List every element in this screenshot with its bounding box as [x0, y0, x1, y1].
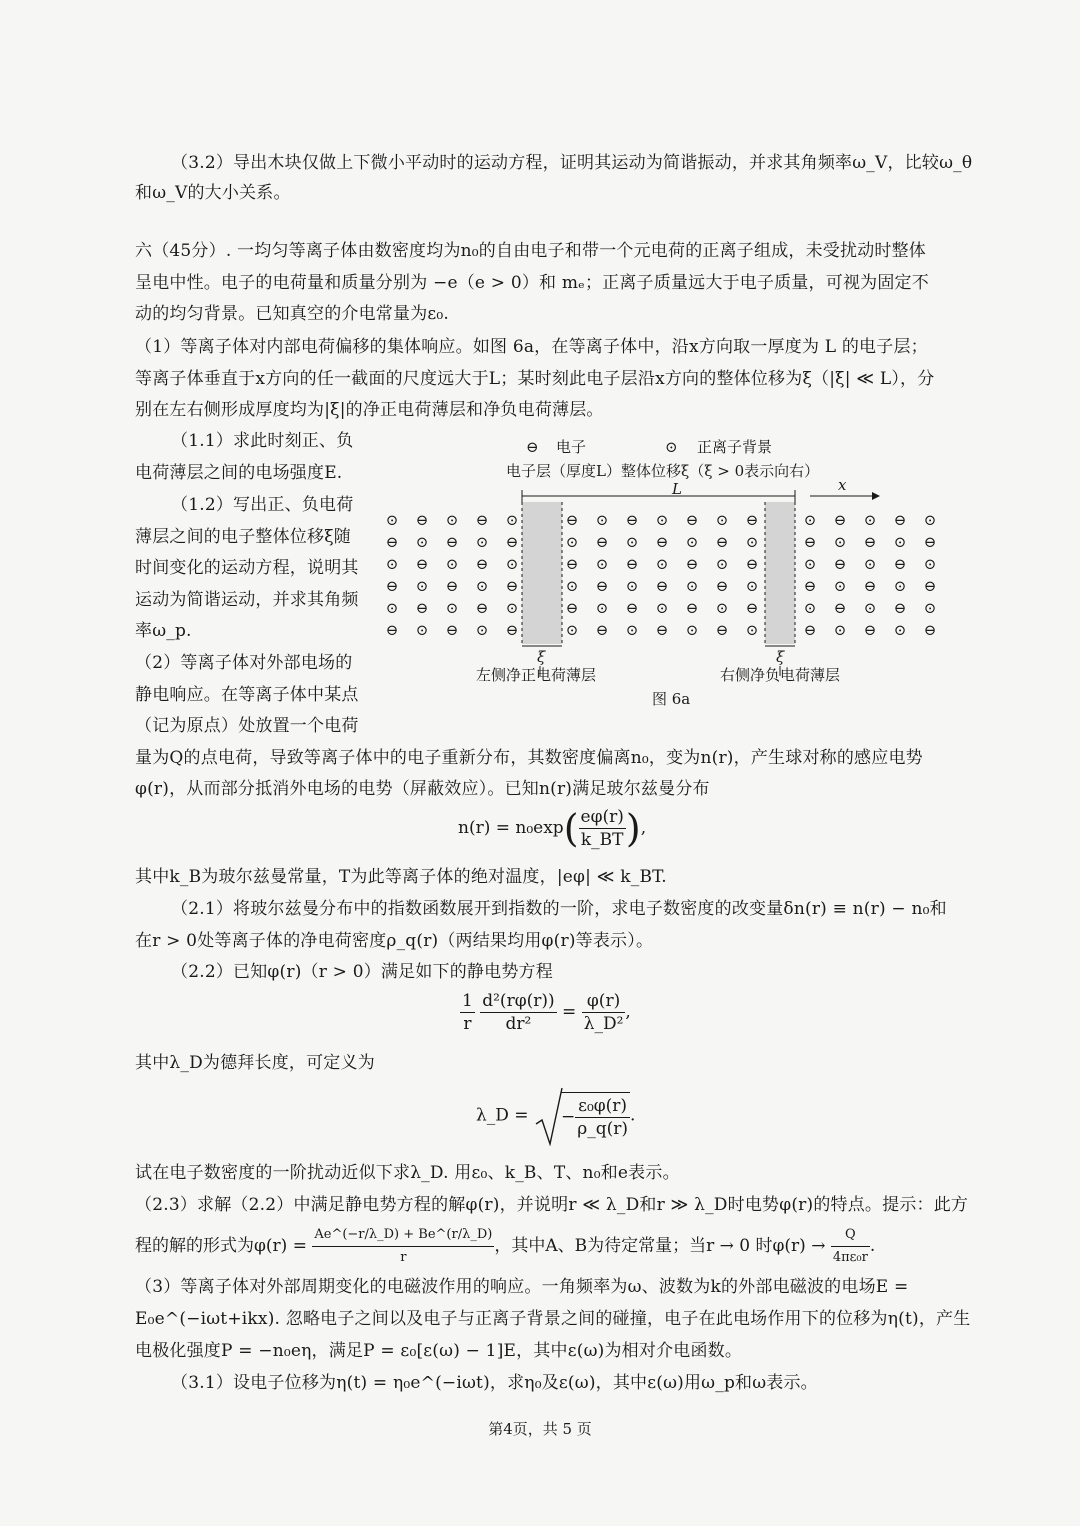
particle-icon: ⊙ [505, 599, 519, 617]
text-line: 动的均匀背景。已知真空的介电常量为ε₀. [135, 304, 450, 324]
particle-icon: ⊙ [415, 533, 429, 551]
particle-icon: ⊙ [625, 577, 639, 595]
L-label: L [672, 480, 682, 498]
particle-icon: ⊖ [833, 599, 847, 617]
particle-icon: ⊙ [475, 577, 489, 595]
particle-icon: ⊙ [565, 533, 579, 551]
particle-icon: ⊖ [505, 621, 519, 639]
particle-icon: ⊖ [745, 599, 759, 617]
particle-grid [386, 511, 937, 639]
particle-icon: ⊙ [445, 555, 459, 573]
particle-icon: ⊖ [923, 621, 937, 639]
particle-icon: ⊙ [863, 599, 877, 617]
particle-icon: ⊖ [655, 621, 669, 639]
particle-icon: ⊖ [893, 599, 907, 617]
particle-icon: ⊖ [625, 599, 639, 617]
particle-icon: ⊙ [565, 621, 579, 639]
text-line: （2.2）已知φ(r)（r > 0）满足如下的静电势方程 [171, 962, 553, 982]
negative-sheet [765, 502, 795, 644]
particle-icon: ⊙ [475, 533, 489, 551]
particle-icon: ⊖ [505, 577, 519, 595]
particle-icon: ⊖ [415, 599, 429, 617]
particle-icon: ⊖ [445, 533, 459, 551]
particle-icon: ⊖ [595, 533, 609, 551]
text-line: 时间变化的运动方程，说明其 [135, 558, 359, 578]
text-line: 运动为简谐运动，并求其角频 [135, 590, 359, 610]
particle-icon: ⊖ [745, 555, 759, 573]
particle-icon: ⊖ [565, 555, 579, 573]
particle-icon: ⊖ [803, 621, 817, 639]
particle-icon: ⊙ [445, 599, 459, 617]
x-axis-arrowhead [872, 492, 880, 500]
particle-icon: ⊖ [475, 555, 489, 573]
x-axis-label: x [838, 476, 847, 494]
boltzmann-equation: n(r) = n₀exp( $\frac{e\varphi(r)}{k\_BT}$ ), [458, 806, 647, 851]
particle-icon: ⊙ [745, 577, 759, 595]
particle-icon: ⊙ [833, 577, 847, 595]
particle-icon: ⊙ [505, 511, 519, 529]
particle-icon: ⊖ [833, 511, 847, 529]
text-line: 静电响应。在等离子体中某点 [135, 685, 359, 705]
text-line: φ(r)，从而部分抵消外电场的电势（屏蔽效应）。已知n(r)满足玻尔兹曼分布 [135, 779, 710, 799]
text-line: 别在左右侧形成厚度均为|ξ|的净正电荷薄层和净负电荷薄层。 [135, 400, 604, 420]
particle-icon: ⊙ [505, 555, 519, 573]
text-line: 率ω_p. [135, 621, 192, 641]
particle-icon: ⊖ [685, 555, 699, 573]
particle-icon: ⊖ [595, 621, 609, 639]
xi-label-right: ξ [776, 648, 785, 666]
particle-icon: ⊙ [415, 621, 429, 639]
particle-icon: ⊙ [863, 555, 877, 573]
particle-icon: ⊙ [595, 511, 609, 529]
particle-icon: ⊙ [385, 599, 399, 617]
text-line: 其中k_B为玻尔兹曼常量，T为此等离子体的绝对温度，|eφ| ≪ k_BT. [135, 867, 667, 887]
text-line: 在r > 0处等离子体的净电荷密度ρ_q(r)（两结果均用φ(r)等表示）。 [135, 931, 654, 951]
particle-icon: ⊙ [595, 555, 609, 573]
positive-sheet [522, 502, 562, 644]
figure-caption: 图 6a [652, 690, 691, 708]
text-line: 等离子体垂直于x方向的任一截面的尺度远大于L；某时刻此电子层沿x方向的整体位移为ξ（|ξ| ≪ L），分 [135, 369, 935, 389]
particle-icon: ⊖ [833, 555, 847, 573]
particle-icon: ⊖ [655, 577, 669, 595]
particle-icon: ⊖ [893, 555, 907, 573]
particle-icon: ⊙ [655, 511, 669, 529]
particle-icon: ⊙ [415, 577, 429, 595]
particle-icon: ⊙ [685, 621, 699, 639]
figure-6a [380, 430, 950, 715]
particle-icon: ⊙ [655, 599, 669, 617]
particle-icon: ⊙ [863, 511, 877, 529]
particle-icon: ⊖ [863, 577, 877, 595]
text-line: （记为原点）处放置一个电荷 [135, 716, 359, 736]
particle-icon: ⊙ [385, 511, 399, 529]
particle-icon: ⊙ [715, 555, 729, 573]
particle-icon: ⊙ [833, 621, 847, 639]
poisson-equation: $\frac{1}{r}$ $\frac{\text{d²(rφ(r))}}{\text{dr²}}$ = $\frac{\varphi(r)}{\text{λ\_D²}}$ , [462, 991, 631, 1034]
particle-icon: ⊖ [715, 533, 729, 551]
text-line: （2.1）将玻尔兹曼分布中的指数函数展开到指数的一阶，求电子数密度的改变量δn(r) ≡ n(r) − n₀和 [171, 899, 947, 919]
particle-icon: ⊙ [655, 555, 669, 573]
particle-icon: ⊖ [745, 511, 759, 529]
particle-icon: ⊖ [475, 511, 489, 529]
legend-electron-icon: ⊖ [526, 438, 539, 456]
particle-icon: ⊙ [475, 621, 489, 639]
particle-icon: ⊙ [803, 511, 817, 529]
particle-icon: ⊙ [715, 511, 729, 529]
xi-label-left: ξ [537, 648, 546, 666]
layer-label: 电子层（厚度L）整体位移ξ（ξ > 0表示向右） [506, 462, 820, 480]
particle-icon: ⊖ [385, 533, 399, 551]
text-line: 其中λ_D为德拜长度，可定义为 [135, 1053, 375, 1073]
debye-equation: λ_D = − $\frac{\text{ε₀φ(r)}}{\rho\_q(r)}$ . [476, 1086, 635, 1146]
text-line: 量为Q的点电荷，导致等离子体中的电子重新分布，其数密度偏离n₀，变为n(r)，产生球对称的感应电势 [135, 748, 923, 768]
particle-icon: ⊙ [833, 533, 847, 551]
particle-icon: ⊙ [685, 577, 699, 595]
particle-icon: ⊖ [385, 621, 399, 639]
particle-icon: ⊙ [565, 577, 579, 595]
particle-icon: ⊙ [685, 533, 699, 551]
particle-icon: ⊙ [893, 621, 907, 639]
particle-icon: ⊖ [685, 511, 699, 529]
particle-icon: ⊖ [625, 511, 639, 529]
particle-icon: ⊙ [715, 599, 729, 617]
particle-icon: ⊖ [715, 621, 729, 639]
sqrt-sign [534, 1086, 564, 1146]
left-sheet-label: 左侧净正电荷薄层 [476, 666, 597, 684]
particle-icon: ⊙ [923, 599, 937, 617]
particle-icon: ⊖ [595, 577, 609, 595]
text-line: 呈电中性。电子的电荷量和质量分别为 −e（e > 0）和 mₑ；正离子质量远大于电子质量，可视为固定不 [135, 273, 929, 293]
particle-icon: ⊖ [415, 511, 429, 529]
particle-icon: ⊖ [803, 577, 817, 595]
particle-icon: ⊖ [445, 577, 459, 595]
particle-icon: ⊖ [803, 533, 817, 551]
particle-icon: ⊖ [625, 555, 639, 573]
particle-icon: ⊖ [565, 511, 579, 529]
particle-icon: ⊖ [415, 555, 429, 573]
text-line: （1.1）求此时刻正、负 [171, 431, 354, 451]
text-line: （1）等离子体对内部电荷偏移的集体响应。如图 6a，在等离子体中，沿x方向取一厚度为 L 的电子层； [135, 337, 928, 357]
particle-icon: ⊙ [745, 621, 759, 639]
text-line: 和ω_V的大小关系。 [135, 183, 291, 203]
legend-ion: 正离子背景 [697, 438, 773, 456]
particle-icon: ⊙ [625, 621, 639, 639]
particle-icon: ⊖ [893, 511, 907, 529]
particle-icon: ⊖ [715, 577, 729, 595]
particle-icon: ⊙ [595, 599, 609, 617]
text-line: （3）等离子体对外部周期变化的电磁波作用的响应。一角频率为ω、波数为k的外部电磁波的电场E = [135, 1277, 909, 1297]
legend-ion-icon: ⊙ [665, 438, 678, 456]
solution-line: 程的解的形式为φ(r) = $\frac{Ae\^{}(-r/\lambda\_D) + Be\^{}(r/\lambda\_D)}{r}$ ，其中A、B为待定常量；当r → 0 时φ(r) → $\frac{Q}{\text{4πε₀r}}$ . [135, 1224, 875, 1269]
particle-icon: ⊖ [863, 621, 877, 639]
page-footer: 第4页，共 5 页 [488, 1420, 592, 1438]
particle-icon: ⊙ [445, 511, 459, 529]
particle-icon: ⊖ [385, 577, 399, 595]
particle-icon: ⊖ [655, 533, 669, 551]
particle-icon: ⊖ [445, 621, 459, 639]
particle-icon: ⊙ [893, 577, 907, 595]
particle-icon: ⊖ [505, 533, 519, 551]
text-line: 电极化强度P = −n₀eη，满足P = ε₀[ε(ω) − 1]E，其中ε(ω)为相对介电函数。 [135, 1341, 743, 1361]
particle-icon: ⊙ [385, 555, 399, 573]
text-line: （3.1）设电子位移为η(t) = η₀e^(−iωt)，求η₀及ε(ω)，其中ε(ω)用ω_p和ω表示。 [171, 1373, 818, 1393]
particle-icon: ⊙ [745, 533, 759, 551]
text-line: （3.2）导出木块仅做上下微小平动时的运动方程，证明其运动为简谐振动，并求其角频率ω_V，比较ω_θ [171, 153, 973, 173]
legend-electron: 电子 [556, 438, 587, 456]
text-line: 薄层之间的电子整体位移ξ随 [135, 527, 351, 547]
particle-icon: ⊙ [923, 511, 937, 529]
right-sheet-label: 右侧净负电荷薄层 [720, 666, 841, 684]
text-line: 试在电子数密度的一阶扰动近似下求λ_D. 用ε₀、k_B、T、n₀和e表示。 [135, 1163, 680, 1183]
text-line: E₀e^(−iωt+ikx). 忽略电子之间以及电子与正离子背景之间的碰撞，电子在此电场作用下的位移为η(t)，产生 [135, 1309, 971, 1329]
text-line: （2）等离子体对外部电场的 [135, 653, 353, 673]
particle-icon: ⊖ [685, 599, 699, 617]
text-line: （2.3）求解（2.2）中满足静电势方程的解φ(r)，并说明r ≪ λ_D和r ≫ λ_D时电势φ(r)的特点。提示：此方 [135, 1195, 969, 1215]
particle-icon: ⊙ [893, 533, 907, 551]
particle-icon: ⊖ [475, 599, 489, 617]
particle-icon: ⊙ [803, 555, 817, 573]
particle-icon: ⊙ [625, 533, 639, 551]
particle-icon: ⊙ [923, 555, 937, 573]
particle-icon: ⊖ [923, 577, 937, 595]
text-line: 电荷薄层之间的电场强度E. [135, 463, 343, 483]
particle-icon: ⊖ [565, 599, 579, 617]
particle-icon: ⊖ [863, 533, 877, 551]
problem-six-heading: 六（45分）. 一均匀等离子体由数密度均为n₀的自由电子和带一个元电荷的正离子组成，未受扰动时整体 [135, 241, 927, 261]
text-line: （1.2）写出正、负电荷 [171, 495, 354, 515]
particle-icon: ⊖ [923, 533, 937, 551]
particle-icon: ⊙ [803, 599, 817, 617]
